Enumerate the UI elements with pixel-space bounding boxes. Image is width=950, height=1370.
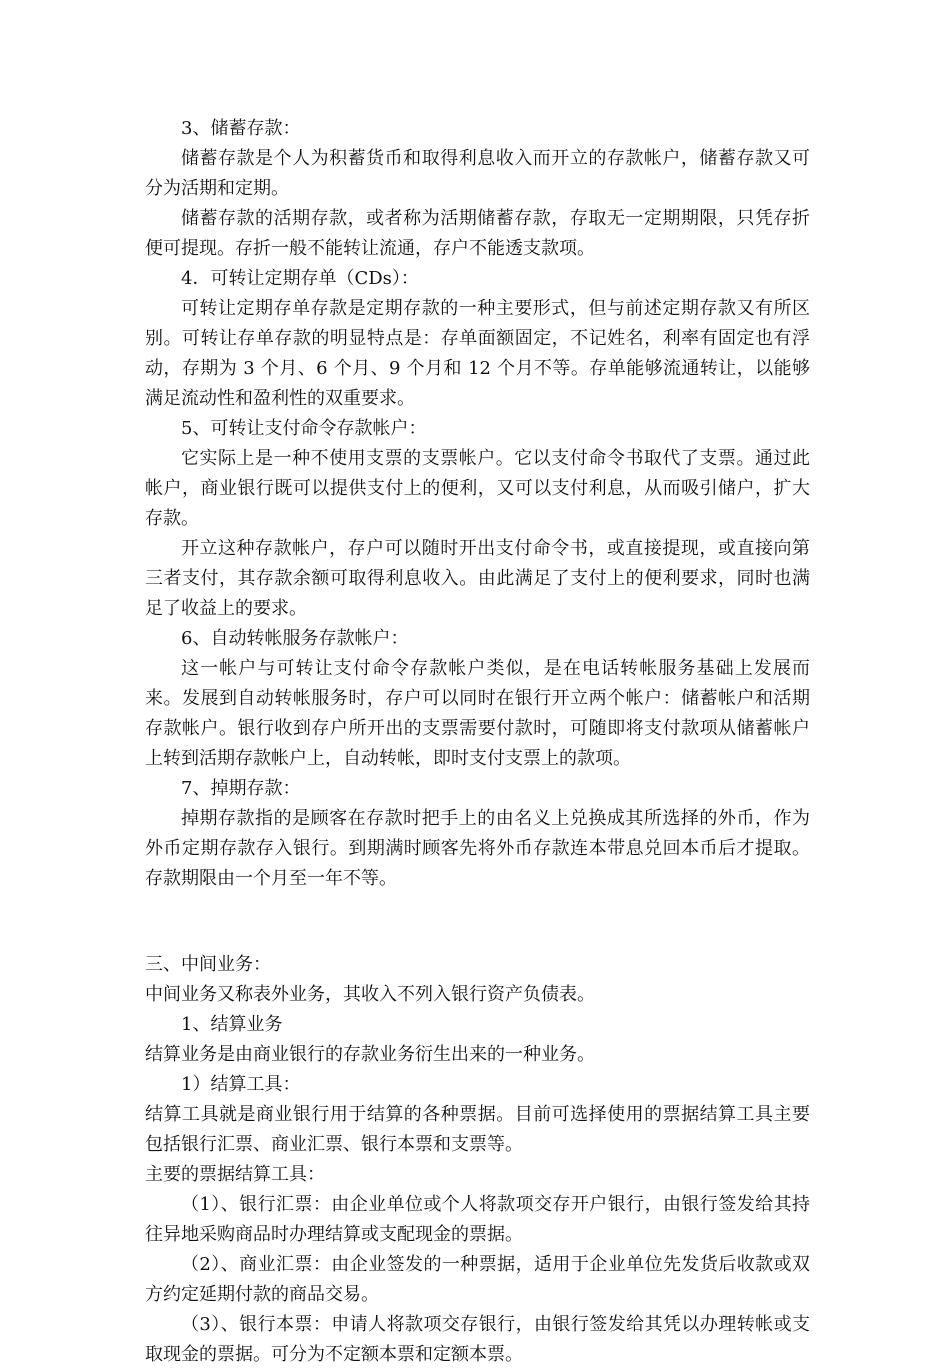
- intermediary-intro: 中间业务又称表外业务，其收入不列入银行资产负债表。: [145, 984, 595, 1005]
- settlement-tools-heading: 1）结算工具：: [181, 1074, 301, 1095]
- item7-heading: 7、掉期存款：: [181, 778, 301, 799]
- item3-paragraph-1: 储蓄存款是个人为积蓄货币和取得利息收入而开立的存款帐户，储蓄存款又可分为活期和定期。: [145, 148, 810, 199]
- item7-paragraph-1: 掉期存款指的是顾客在存款时把手上的由名义上兑换成其所选择的外币，作为外币定期存款存入银行。到期满时顾客先将外币存款连本带息兑回本币后才提取。存款期限由一个月至一年不等。: [145, 808, 810, 889]
- item6-heading: 6、自动转帐服务存款帐户：: [181, 628, 409, 649]
- section-heading-intermediary: 三、中间业务：: [145, 954, 271, 975]
- tool-cashier-check: （3）、银行本票：申请人将款项交存银行，由银行签发给其凭以办理转帐或支取现金的票据。可分为不定额本票和定额本票。: [145, 1314, 810, 1365]
- item4-heading: 4．可转让定期存单（CDs）：: [181, 268, 419, 289]
- item3-paragraph-2: 储蓄存款的活期存款，或者称为活期储蓄存款，存取无一定期期限，只凭存折便可提现。存折一般不能转让流通，存户不能透支款项。: [145, 208, 810, 259]
- settlement-heading: 1、结算业务: [181, 1014, 283, 1035]
- main-tools-heading: 主要的票据结算工具：: [145, 1164, 325, 1185]
- item5-paragraph-2: 开立这种存款帐户，存户可以随时开出支付命令书，或直接提现，或直接向第三者支付，其存款余额可取得利息收入。由此满足了支付上的便利要求，同时也满足了收益上的要求。: [145, 538, 810, 619]
- settlement-tools-description: 结算工具就是商业银行用于结算的各种票据。目前可选择使用的票据结算工具主要包括银行汇票、商业汇票、银行本票和支票等。: [145, 1104, 810, 1155]
- section-spacer: [145, 894, 810, 950]
- tool-bank-draft: （1）、银行汇票：由企业单位或个人将款项交存开户银行，由银行签发给其持往异地采购商品时办理结算或支配现金的票据。: [145, 1194, 810, 1245]
- item6-paragraph-1: 这一帐户与可转让支付命令存款帐户类似，是在电话转帐服务基础上发展而来。发展到自动转帐服务时，存户可以同时在银行开立两个帐户：储蓄帐户和活期存款帐户。银行收到存户所开出的支票需要付款时，可随即将支付款项从储蓄帐户上转到活期存款帐户上，自动转帐，即时支付支票上的款项。: [145, 658, 810, 769]
- item4-paragraph-1: 可转让定期存单存款是定期存款的一种主要形式，但与前述定期存款又有所区别。可转让存单存款的明显特点是：存单面额固定，不记姓名，利率有固定也有浮动，存期为 3 个月、6 个月、9 个月和 12 个月不等。存单能够流通转让，以能够满足流动性和盈利性的双重要求。: [145, 298, 810, 409]
- tool-commercial-draft: （2）、商业汇票：由企业签发的一种票据，适用于企业单位先发货后收款或双方约定延期付款的商品交易。: [145, 1254, 810, 1305]
- item5-paragraph-1: 它实际上是一种不使用支票的支票帐户。它以支付命令书取代了支票。通过此帐户，商业银行既可以提供支付上的便利，又可以支付利息，从而吸引储户，扩大存款。: [145, 448, 810, 529]
- document-body: [145, 114, 810, 1370]
- item5-heading: 5、可转让支付命令存款帐户：: [181, 418, 427, 439]
- item3-heading: 3、储蓄存款：: [181, 118, 301, 139]
- settlement-description: 结算业务是由商业银行的存款业务衍生出来的一种业务。: [145, 1044, 595, 1065]
